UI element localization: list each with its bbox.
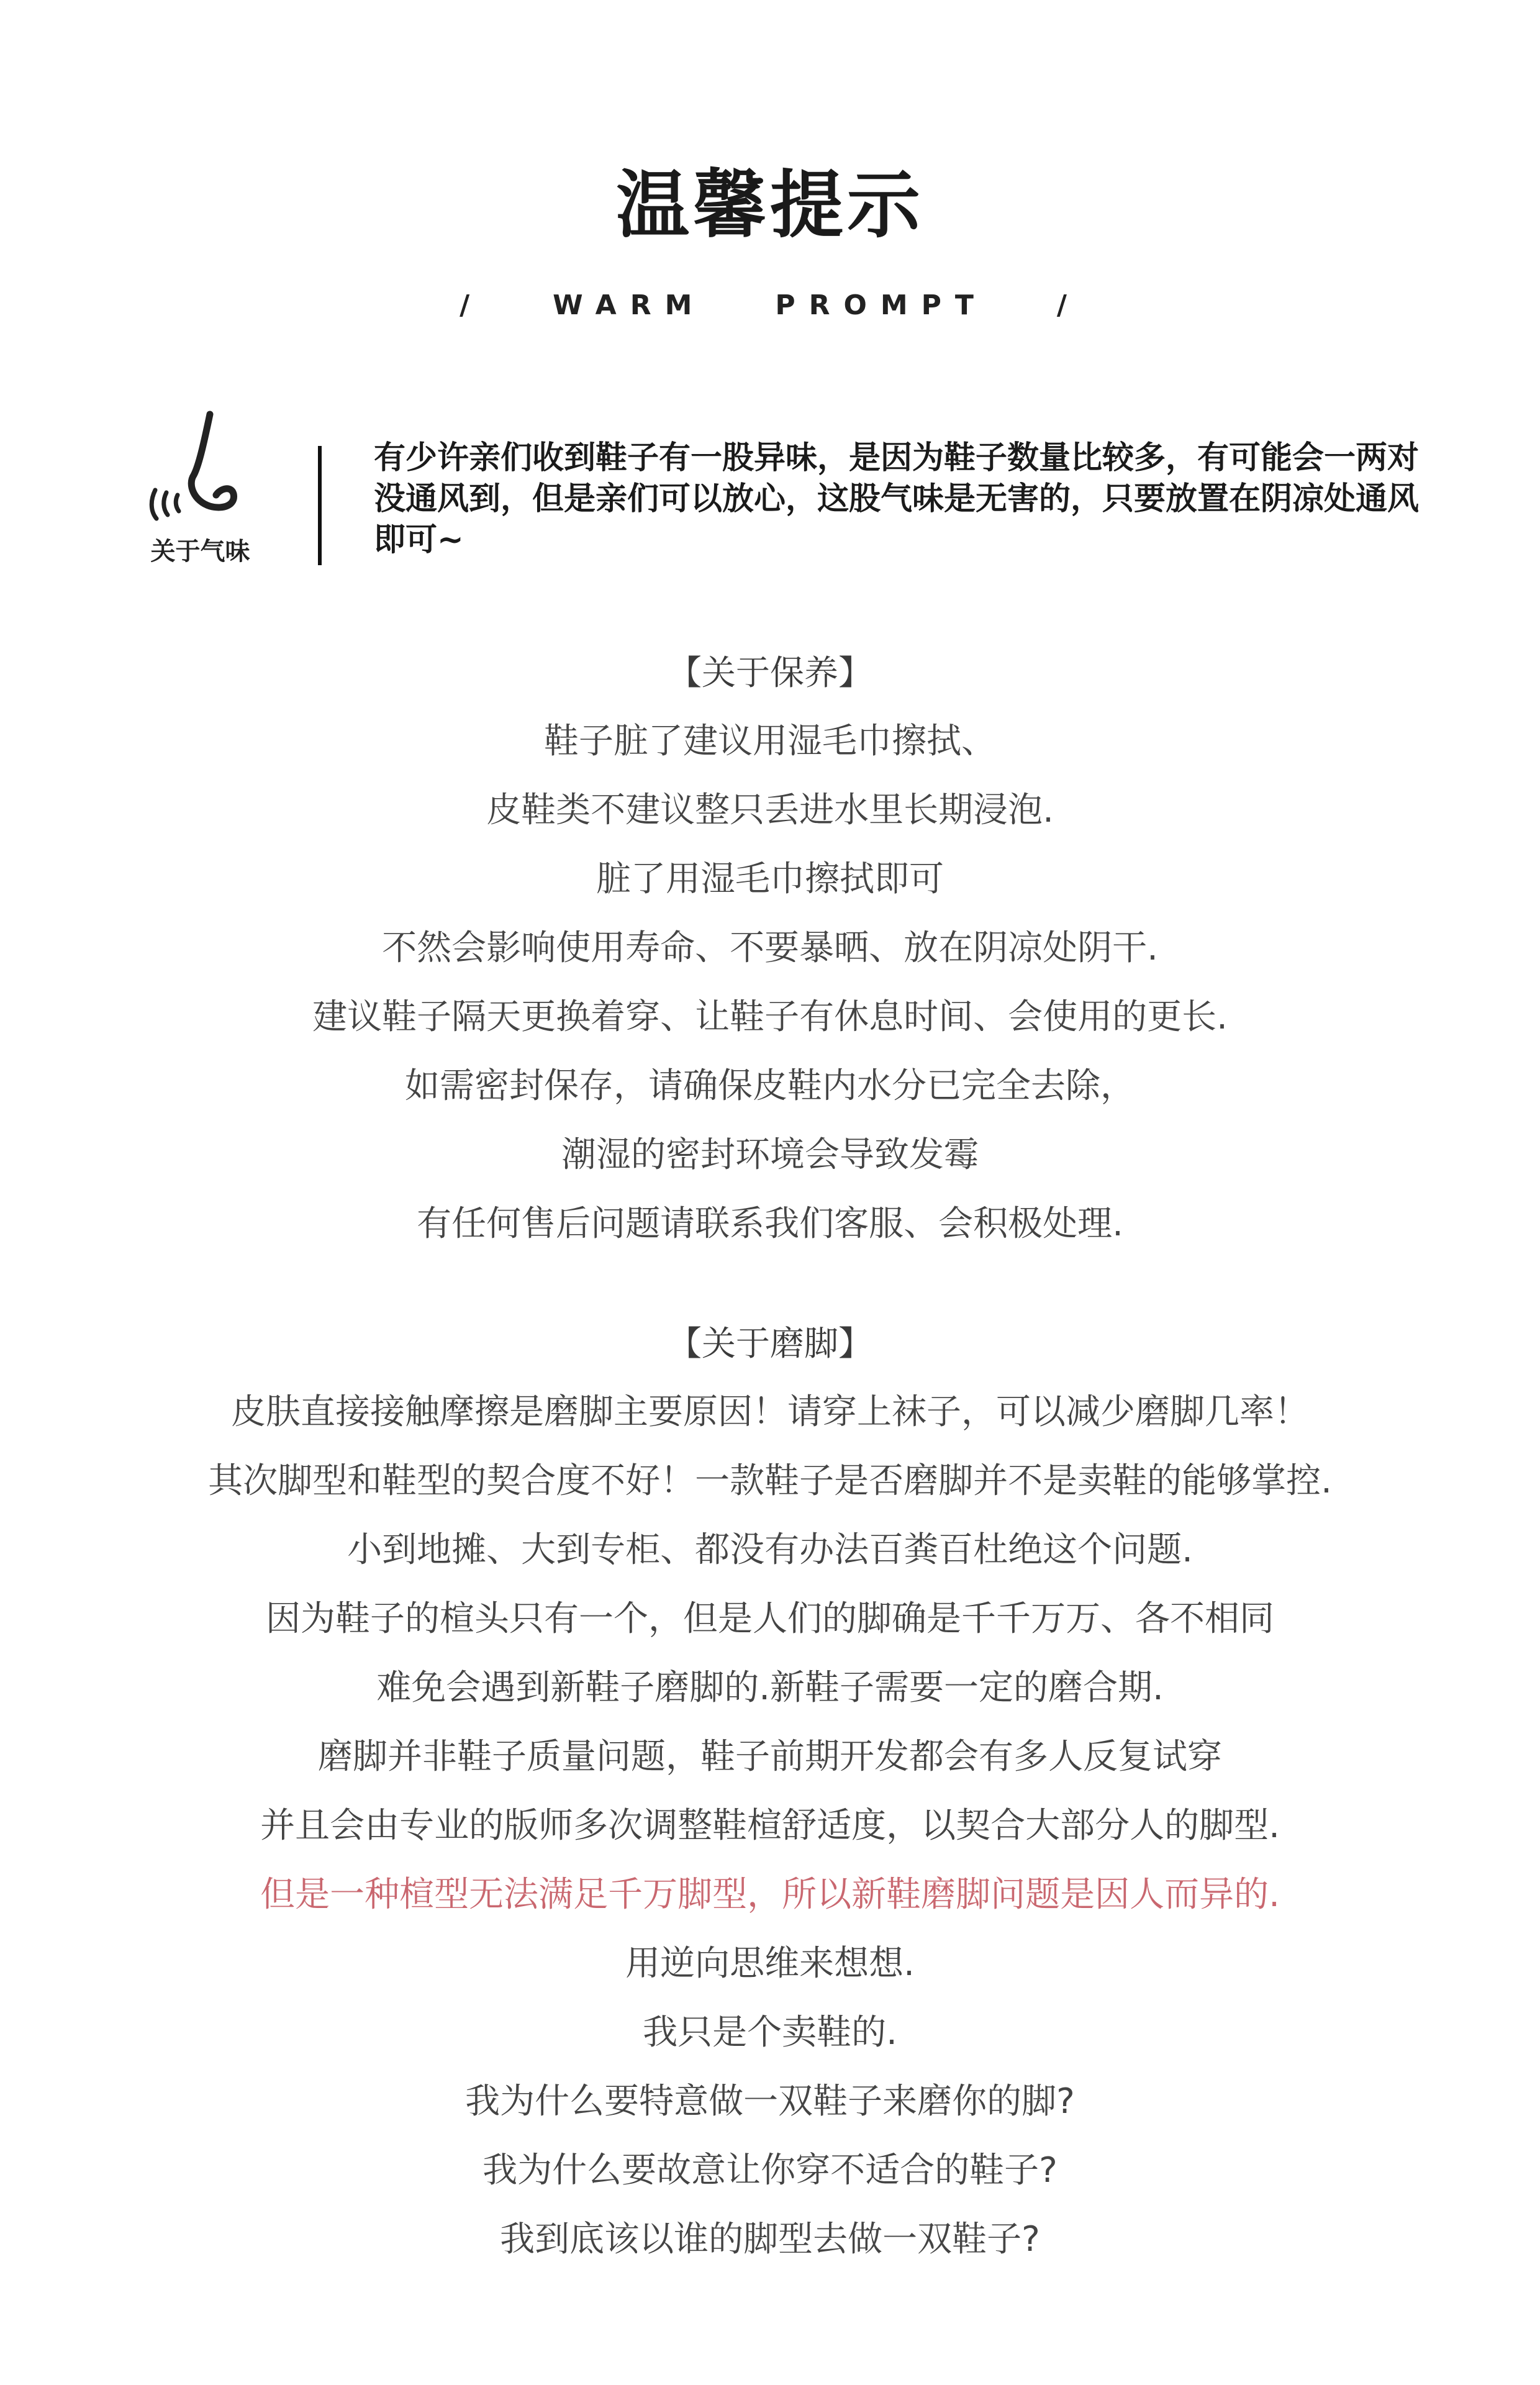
blister-line: 用逆向思维来想想. — [625, 1943, 915, 1984]
care-line: 潮湿的密封环境会导致发霉 — [561, 1135, 979, 1175]
care-line: 有任何售后问题请联系我们客服、会积极处理. — [417, 1204, 1123, 1244]
blister-line: 皮肤直接接触摩擦是磨脚主要原因！请穿上袜子，可以减少磨脚几率！ — [231, 1392, 1309, 1432]
blister-line: 小到地摊、大到专柜、都没有办法百粪百杜绝这个问题. — [347, 1530, 1193, 1570]
care-line: 建议鞋子隔天更换着穿、让鞋子有休息时间、会使用的更长. — [312, 997, 1228, 1037]
blister-line: 并且会由专业的版师多次调整鞋楦舒适度，以契合大部分人的脚型. — [260, 1806, 1280, 1846]
blister-line: 磨脚并非鞋子质量问题，鞋子前期开发都会有多人反复试穿 — [318, 1737, 1222, 1777]
blister-heading: 【关于磨脚】 — [667, 1324, 872, 1363]
blister-line: 因为鞋子的楦头只有一个，但是人们的脚确是千千万万、各不相同 — [266, 1599, 1274, 1639]
blister-line: 我为什么要特意做一双鞋子来磨你的脚? — [465, 2081, 1075, 2122]
care-section — [0, 638, 1540, 1258]
care-line: 脏了用湿毛巾擦拭即可 — [596, 859, 944, 899]
blister-line: 我到底该以谁的脚型去做一双鞋子? — [500, 2219, 1040, 2260]
page-subtitle: / WARM PROMPT / — [460, 289, 1080, 321]
care-heading: 【关于保养】 — [667, 653, 872, 693]
care-line: 皮鞋类不建议整只丢进水里长期浸泡. — [486, 790, 1054, 830]
smell-notice-text: 有少许亲们收到鞋子有一股异味，是因为鞋子数量比较多，有可能会一两对没通风到，但是亲们可以放心，这股气味是无害的，只要放置在阴凉处通风即可~ — [374, 440, 1420, 558]
blister-line: 我为什么要故意让你穿不适合的鞋子? — [482, 2150, 1058, 2191]
page-title: 温馨提示 — [615, 162, 924, 248]
smell-label: 关于气味 — [150, 537, 250, 566]
blister-line-highlight: 但是一种楦型无法满足千万脚型，所以新鞋磨脚问题是因人而异的. — [260, 1874, 1280, 1915]
nose-icon — [137, 407, 255, 531]
blister-line: 难免会遇到新鞋子磨脚的.新鞋子需要一定的磨合期. — [376, 1668, 1164, 1708]
care-line: 鞋子脏了建议用湿毛巾擦拭、 — [544, 721, 996, 761]
care-line: 如需密封保存，请确保皮鞋内水分已完全去除， — [405, 1066, 1135, 1106]
care-line: 不然会影响使用寿命、不要暴晒、放在阴凉处阴干. — [382, 928, 1158, 968]
blister-line: 其次脚型和鞋型的契合度不好！一款鞋子是否磨脚并不是卖鞋的能够掌控. — [208, 1461, 1332, 1501]
blister-line: 我只是个卖鞋的. — [643, 2012, 897, 2053]
vertical-divider — [318, 446, 322, 565]
blister-section — [0, 1309, 1540, 2274]
